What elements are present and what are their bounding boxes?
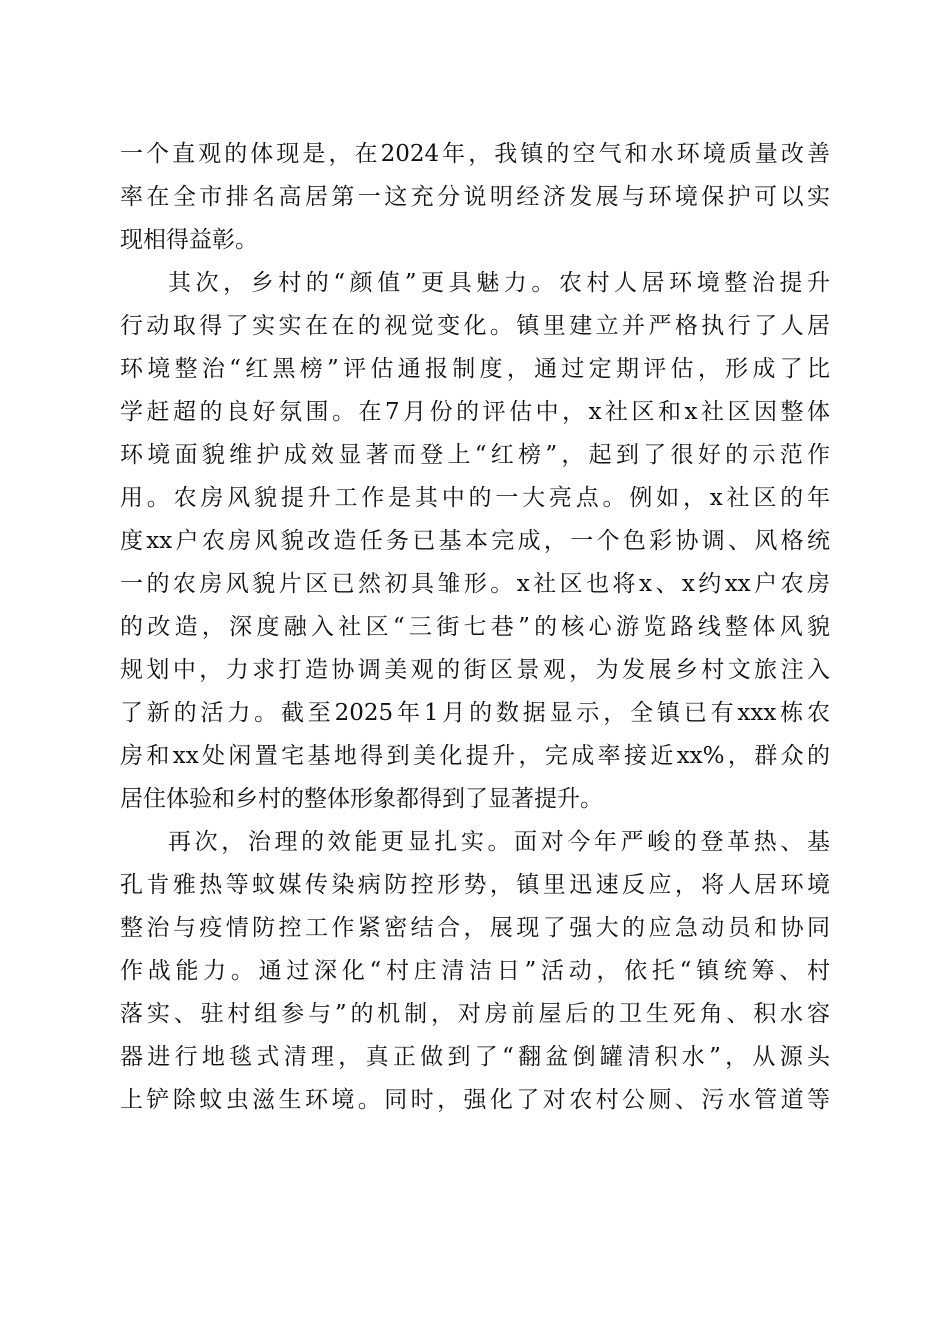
text-line: 一的农房风貌片区已然初具雏形。x社区也将x、x约xx户农房 — [120, 571, 830, 597]
text-line: 器进行地毯式清理，真正做到了“翻盆倒罐清积水”，从源头 — [120, 1044, 830, 1070]
text-line: 房和xx处闲置宅基地得到美化提升，完成率接近xx%，群众的 — [120, 743, 830, 769]
text-line: 一个直观的体现是，在2024年，我镇的空气和水环境质量改善 — [120, 141, 830, 167]
text-line: 行动取得了实实在在的视觉变化。镇里建立并严格执行了人居 — [120, 313, 830, 339]
text-line: 落实、驻村组参与”的机制，对房前屋后的卫生死角、积水容 — [120, 1001, 830, 1027]
text-line: 作战能力。通过深化“村庄清洁日”活动，依托“镇统筹、村 — [120, 958, 830, 984]
text-line: 孔肯雅热等蚊媒传染病防控形势，镇里迅速反应，将人居环境 — [120, 872, 830, 898]
text-line: 环境面貌维护成效显著而登上“红榜”，起到了很好的示范作 — [120, 442, 830, 468]
body-text — [120, 133, 830, 1122]
paragraph-start-line: 其次，乡村的“颜值”更具魅力。农村人居环境整治提升 — [168, 270, 830, 296]
text-line: 用。农房风貌提升工作是其中的一大亮点。例如，x社区的年 — [120, 485, 830, 511]
text-line: 的改造，深度融入社区“三街七巷”的核心游览路线整体风貌 — [120, 614, 830, 640]
text-line: 度xx户农房风貌改造任务已基本完成，一个色彩协调、风格统 — [120, 528, 830, 554]
text-line: 率在全市排名高居第一这充分说明经济发展与环境保护可以实 — [120, 184, 830, 210]
text-line: 上铲除蚊虫滋生环境。同时，强化了对农村公厕、污水管道等 — [120, 1087, 830, 1113]
text-line: 了新的活力。截至2025年1月的数据显示，全镇已有xxx栋农 — [120, 700, 830, 726]
text-line: 现相得益彰。 — [120, 227, 258, 253]
text-line: 环境整治“红黑榜”评估通报制度，通过定期评估，形成了比 — [120, 356, 830, 382]
text-line: 整治与疫情防控工作紧密结合，展现了强大的应急动员和协同 — [120, 915, 830, 941]
text-line: 学赶超的良好氛围。在7月份的评估中，x社区和x社区因整体 — [120, 399, 830, 425]
text-line: 居住体验和乡村的整体形象都得到了显著提升。 — [120, 786, 603, 812]
paragraph-start-line: 再次，治理的效能更显扎实。面对今年严峻的登革热、基 — [168, 829, 830, 855]
text-line: 规划中，力求打造协调美观的街区景观，为发展乡村文旅注入 — [120, 657, 830, 683]
